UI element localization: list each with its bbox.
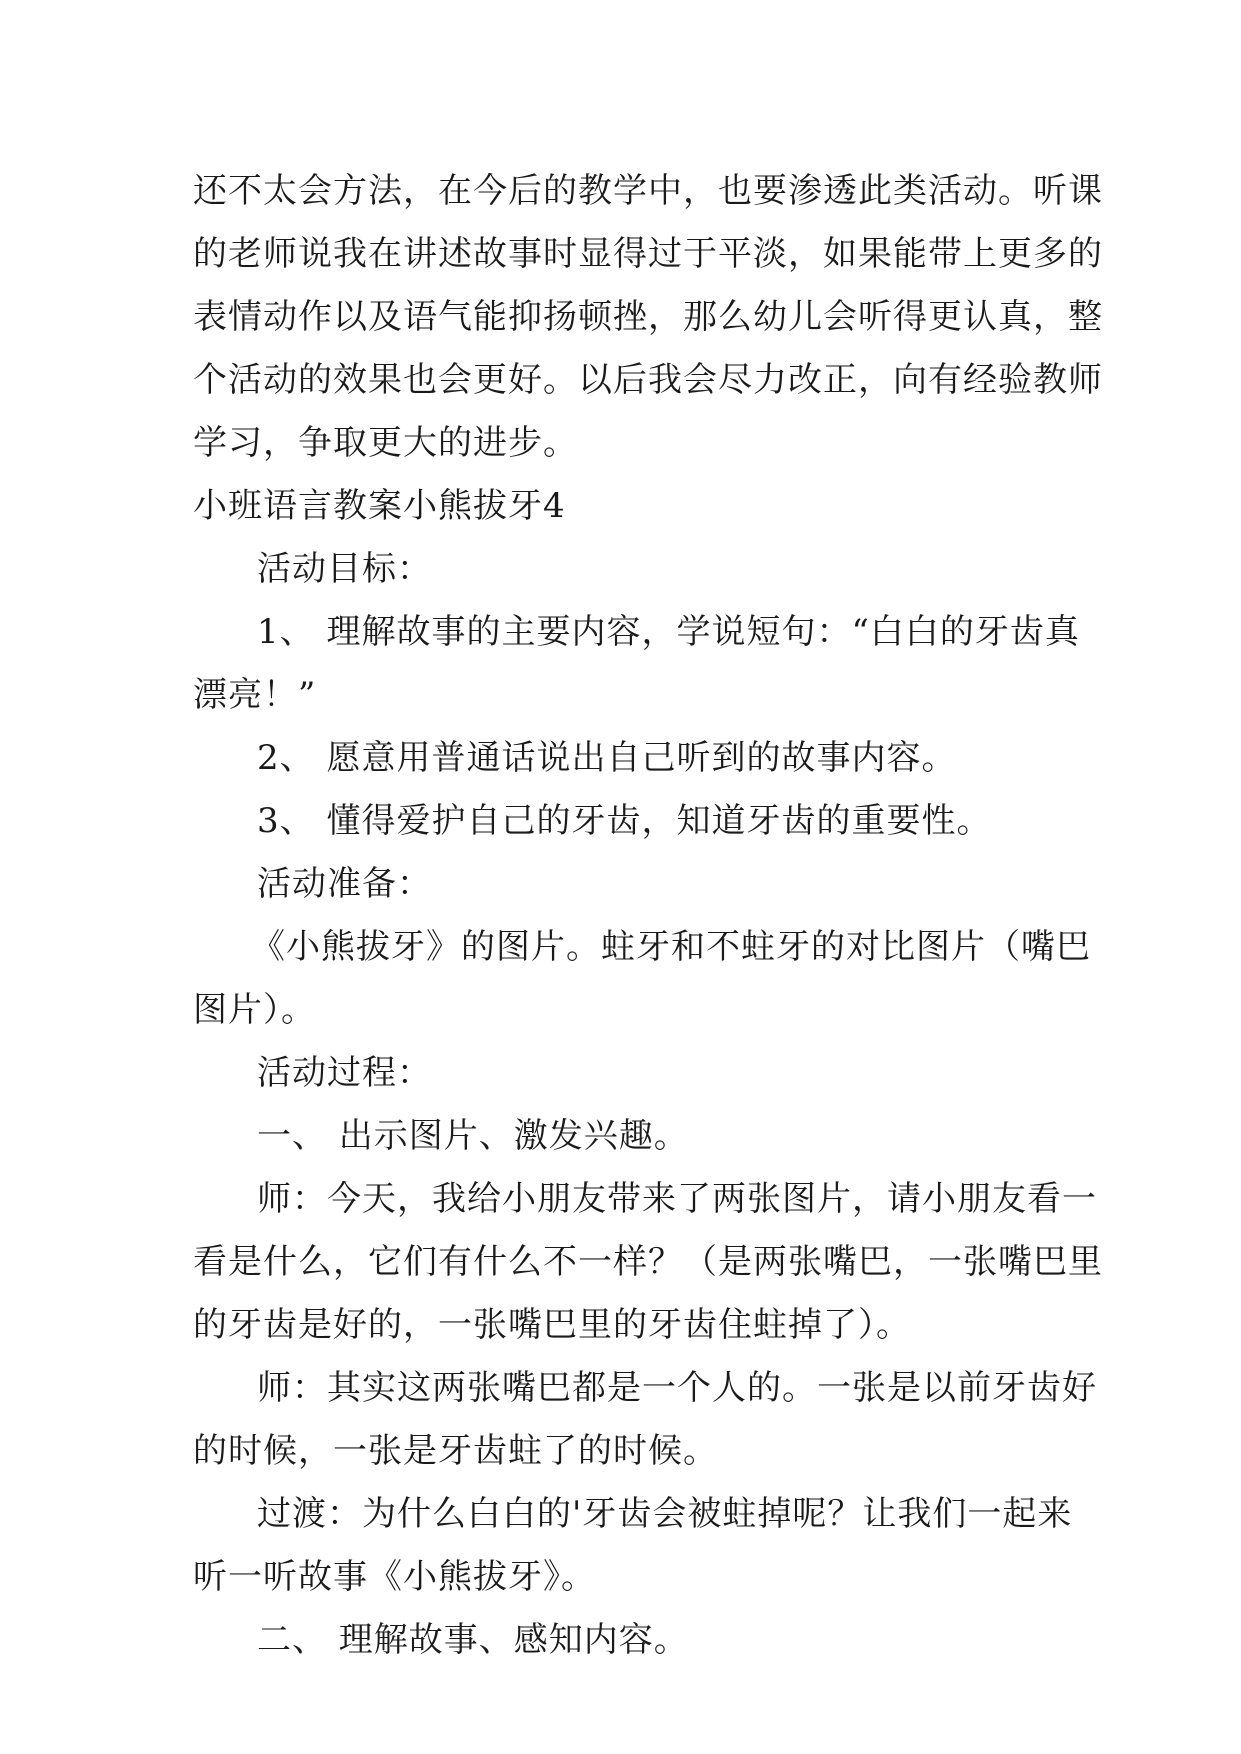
section-title: 小班语言教案小熊拔牙4 xyxy=(193,486,566,526)
paragraph-line: 过渡：为什么白白的'牙齿会被蛀掉呢？让我们一起来 xyxy=(257,1494,1073,1534)
heading-activity-process: 活动过程： xyxy=(257,1053,432,1093)
preparation-text: 《小熊拔牙》的图片。蛀牙和不蛀牙的对比图片（嘴巴 xyxy=(251,927,1091,967)
paragraph-line: 的牙齿是好的，一张嘴巴里的牙齿住蛀掉了）。 xyxy=(193,1305,911,1345)
paragraph-line: 表情动作以及语气能抑扬顿挫，那么幼儿会听得更认真，整 xyxy=(193,297,1103,337)
paragraph-line: 看是什么，它们有什么不一样？（是两张嘴巴，一张嘴巴里 xyxy=(193,1242,1103,1282)
process-step-2: 二、 理解故事、感知内容。 xyxy=(257,1620,689,1660)
document-page xyxy=(193,160,1103,1672)
goal-item-1-continued: 漂亮！” xyxy=(193,675,317,715)
paragraph-line: 师：其实这两张嘴巴都是一个人的。一张是以前牙齿好 xyxy=(257,1368,1097,1408)
goal-item-1: 1、 理解故事的主要内容，学说短句：“白白的牙齿真 xyxy=(257,612,1080,652)
paragraph-line: 个活动的效果也会更好。以后我会尽力改正，向有经验教师 xyxy=(193,360,1103,400)
preparation-text-continued: 图片）。 xyxy=(193,990,316,1030)
paragraph-line: 还不太会方法，在今后的教学中，也要渗透此类活动。听课 xyxy=(193,171,1103,211)
paragraph-line: 的老师说我在讲述故事时显得过于平淡，如果能带上更多的 xyxy=(193,234,1103,274)
process-step-1: 一、 出示图片、激发兴趣。 xyxy=(257,1116,689,1156)
paragraph-line: 的时候，一张是牙齿蛀了的时候。 xyxy=(193,1431,718,1471)
paragraph-line: 师：今天，我给小朋友带来了两张图片，请小朋友看一 xyxy=(257,1179,1097,1219)
paragraph-line: 听一听故事《小熊拔牙》。 xyxy=(193,1557,596,1597)
goal-item-3: 3、 懂得爱护自己的牙齿，知道牙齿的重要性。 xyxy=(257,801,992,841)
paragraph-line: 学习，争取更大的进步。 xyxy=(193,423,578,463)
goal-item-2: 2、 愿意用普通话说出自己听到的故事内容。 xyxy=(257,738,957,778)
heading-activity-goals: 活动目标： xyxy=(257,549,432,589)
heading-activity-preparation: 活动准备： xyxy=(257,864,432,904)
